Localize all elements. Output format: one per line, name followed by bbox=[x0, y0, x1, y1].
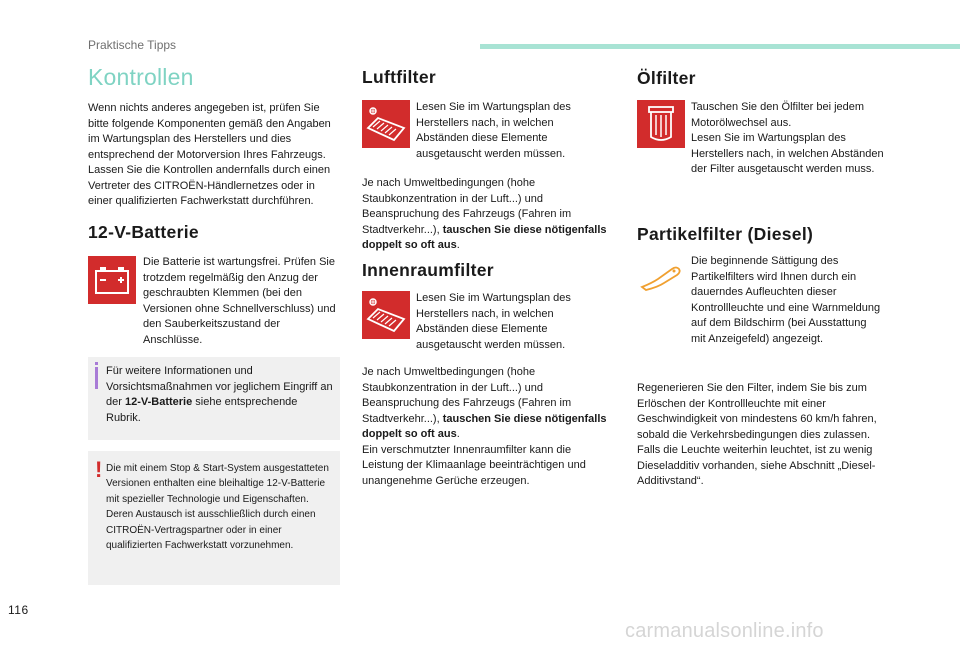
air-filter-heading: Luftfilter bbox=[362, 67, 436, 87]
info-text: Für weitere Informationen und Vorsichtsmaßnahmen vor jeglichem Eingriff an der 12-V-Batterie siehe entsprechende Rubrik. bbox=[106, 365, 333, 424]
page-number: 116 bbox=[8, 603, 29, 617]
page-title: Kontrollen bbox=[88, 64, 194, 90]
air-filter-paragraph: Je nach Umweltbedingungen (hohe Staubkonzentration in der Luft...) und Beanspruchung des Fahrzeugs (Fahren im Stadtverkehr...), tauschen Sie diese nötigenfalls doppelt so oft aus. bbox=[362, 177, 607, 251]
cabin-filter-icon-text: Lesen Sie im Wartungsplan des Herstellers nach, in welchen Abständen diese Elemente ausgetauscht werden müssen. bbox=[416, 292, 571, 351]
battery-heading: 12-V-Batterie bbox=[88, 222, 199, 242]
cabin-filter-paragraph: Je nach Umweltbedingungen (hohe Staubkonzentration in der Luft...) und Beanspruchung des Fahrzeugs (Fahren im Stadtverkehr...), tauschen Sie diese nötigenfalls doppelt so oft aus. Ein verschmutzter Innenraumfilter kann die Leistung der Klimaanlage beeinträchtigen und unangenehme Gerüche erzeugen. bbox=[362, 366, 607, 487]
particle-filter-warning-icon bbox=[637, 258, 685, 298]
oil-filter-heading: Ölfilter bbox=[637, 68, 696, 88]
info-icon bbox=[95, 362, 98, 365]
info-icon-bar bbox=[95, 367, 98, 389]
battery-text: Die Batterie ist wartungsfrei. Prüfen Sie trotzdem regelmäßig den Anzug der geschraubten Klemmen (bei den Versionen ohne Schnellverschluss) und den Sauberkeitszustand der Anschlüsse. bbox=[143, 256, 336, 346]
battery-icon bbox=[88, 256, 136, 304]
particle-filter-heading: Partikelfilter (Diesel) bbox=[637, 224, 814, 244]
air-filter-icon-text: Lesen Sie im Wartungsplan des Herstellers nach, in welchen Abständen diese Elemente ausgetauscht werden müssen. bbox=[416, 101, 571, 160]
info-box bbox=[88, 357, 340, 440]
oil-filter-icon bbox=[637, 100, 685, 148]
oil-filter-text: Tauschen Sie den Ölfilter bei jedem Motorölwechsel aus. Lesen Sie im Wartungsplan des Herstellers nach, in welchen Abständen der Filter ausgetauscht werden muss. bbox=[691, 101, 884, 175]
header-accent-bar bbox=[480, 44, 960, 49]
warning-text: Die mit einem Stop & Start-System ausgestatteten Versionen enthalten eine bleihaltige 12-V-Batterie mit spezieller Technologie und Eigenschaften. Deren Austausch ist ausschließlich durch einen CITROËN-Vertragspartner oder in einer qualifizierten Fachwerkstatt vorzunehmen. bbox=[106, 463, 329, 552]
particle-filter-icon-text: Die beginnende Sättigung des Partikelfilters wird Ihnen durch ein dauerndes Aufleuchten dieser Kontrollleuchte und eine Warnmeldung auf dem Bildschirm (bei Ausstattung mit Anzeigefeld) angezeigt. bbox=[691, 255, 881, 345]
cabin-filter-heading: Innenraumfilter bbox=[362, 260, 494, 280]
cabin-filter-icon bbox=[362, 291, 410, 339]
intro-paragraph: Wenn nichts anderes angegeben ist, prüfen Sie bitte folgende Komponenten gemäß den Angaben im Wartungsplan des Herstellers und dies entsprechend der Motorversion Ihres Fahrzeugs. Lassen Sie die Kontrollen andernfalls durch einen Vertreter des CITROËN-Händlernetzes oder in einer qualifizierten Fachwerkstatt durchführen. bbox=[88, 102, 331, 207]
watermark: carmanualsonline.info bbox=[625, 620, 824, 642]
air-filter-icon bbox=[362, 100, 410, 148]
section-label: Praktische Tipps bbox=[88, 38, 177, 52]
particle-filter-paragraph: Regenerieren Sie den Filter, indem Sie bis zum Erlöschen der Kontrollleuchte mit einer Geschwindigkeit von mindestens 60 km/h fahren, sobald die Verkehrsbedingungen dies zulassen. Falls die Leuchte weiterhin leuchtet, ist zu wenig Dieseladditiv vorhanden, siehe Abschnitt „Diesel-Additivstand“. bbox=[637, 382, 877, 487]
warning-box bbox=[88, 451, 340, 585]
warning-icon: ! bbox=[95, 457, 103, 482]
